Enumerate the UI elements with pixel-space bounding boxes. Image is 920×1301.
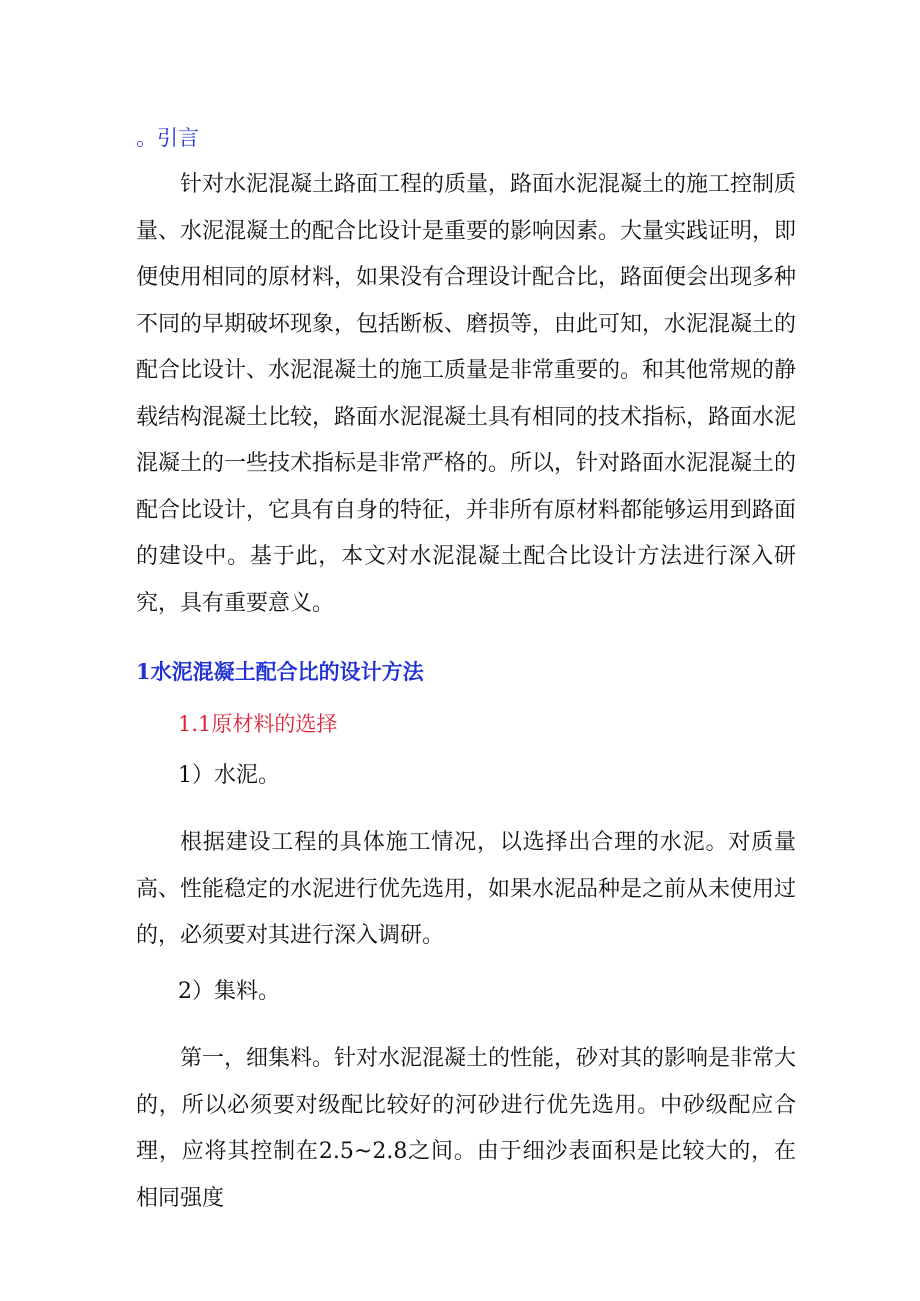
intro-heading: 。引言 [136, 126, 199, 150]
intro-paragraph: 针对水泥混凝土路面工程的质量，路面水泥混凝土的施工控制质量、水泥混凝土的配合比设计是重要的影响因素。大量实践证明，即便使用相同的原材料，如果没有合理设计配合比，路面便会出现多种不同的早期破坏现象，包括断板、磨损等，由此可知，水泥混凝土的配合比设计、水泥混凝土的施工质量是非常重要的。和其他常规的静载结构混凝土比较，路面水泥混凝土具有相同的技术指标，路面水泥混凝土的一些技术指标是非常严格的。所以，针对路面水泥混凝土的配合比设计，它具有自身的特征，并非所有原材料都能够运用到路面的建设中。基于此，本文对水泥混凝土配合比设计方法进行深入研究，具有重要意义。 [136, 172, 797, 616]
section-1-heading: 1水泥混凝土配合比的设计方法 [136, 659, 424, 684]
aggregate-item-label: 2）集料。 [178, 979, 280, 1004]
section-1-1-heading: 1.1原材料的选择 [178, 712, 338, 736]
cement-paragraph: 根据建设工程的具体施工情况，以选择出合理的水泥。对质量高、性能稳定的水泥进行优先选用，如果水泥品种是之前从未使用过的，必须要对其进行深入调研。 [136, 830, 797, 948]
cement-item-label: 1）水泥。 [178, 763, 280, 788]
aggregate-paragraph: 第一，细集料。针对水泥混凝土的性能，砂对其的影响是非常大的，所以必须要对级配比较好的河砂进行优先选用。中砂级配应合理，应将其控制在2.5~2.8之间。由于细沙表面积是比较大的，在相同强度 [136, 1046, 797, 1211]
